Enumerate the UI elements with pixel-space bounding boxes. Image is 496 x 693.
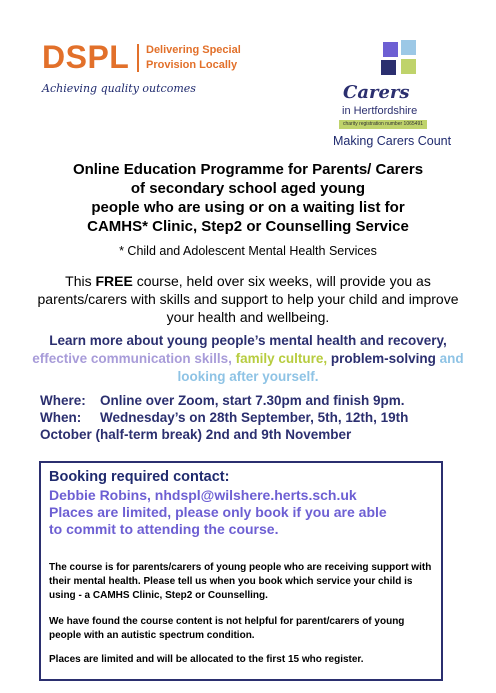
carers-logo-square	[383, 42, 398, 57]
dspl-logo-mark: DSPL	[42, 39, 130, 75]
booking-paragraph: Places are limited and will be allocated to the first 15 who register.	[49, 654, 364, 665]
booking-paragraph: The course is for parents/carers of young people who are receiving support with their mental health. Please tell us when you book which service your child is using - a CAMHS Clinic, Step2 or Counselling.	[49, 562, 432, 601]
dspl-tagline: Achieving quality outcomes	[42, 82, 196, 95]
learn-topic: family culture,	[231, 351, 328, 366]
booking-limited-line: Places are limited, please only book if you are able	[49, 504, 387, 520]
carers-logo	[333, 38, 459, 150]
title-line: of secondary school aged young	[130, 180, 366, 197]
carers-logo-square	[381, 60, 396, 75]
intro-text: This	[65, 273, 96, 289]
page-title	[0, 160, 496, 236]
carers-logo-word: Carers	[343, 82, 410, 103]
where-label: Where:	[40, 393, 86, 408]
when-label: When:	[40, 410, 82, 425]
intro-paragraph	[30, 272, 466, 326]
learn-topic: Learn more about young people’s mental health and recovery,	[49, 333, 447, 348]
dspl-logo-line2: Provision Locally	[146, 59, 238, 71]
carers-logo-subtitle: in Hertfordshire	[342, 105, 418, 117]
carers-logo-square	[401, 40, 416, 55]
learn-paragraph	[26, 332, 470, 386]
title-line: people who are using or on a waiting list for	[91, 199, 405, 216]
intro-text: course, held over six weeks, will provide you as parents/carers with skills and support to help your child and improve your health and wellbeing.	[37, 273, 459, 325]
dspl-logo-divider	[137, 44, 139, 72]
learn-topic: and looking after yourself.	[177, 351, 464, 384]
schedule-block	[40, 392, 480, 443]
carers-logo-square	[401, 59, 416, 74]
booking-paragraph: We have found the course content is not helpful for parent/carers of young people with an autistic spectrum condition.	[49, 616, 405, 641]
learn-topic: effective communication skills,	[32, 351, 232, 366]
dspl-logo-line1: Delivering Special	[146, 44, 241, 56]
carers-registration: charity registration number 1065491	[339, 120, 427, 129]
carers-slogan: Making Carers Count	[333, 134, 452, 148]
free-emphasis: FREE	[95, 273, 133, 289]
when-text: Wednesday’s on 28th September, 5th, 12th, 19th	[100, 410, 409, 425]
booking-contact[interactable]: Debbie Robins, nhdspl@wilshere.herts.sch.uk	[49, 487, 357, 503]
title-line: CAMHS* Clinic, Step2 or Counselling Service	[87, 218, 409, 235]
when-line-continued: October (half-term break) 2nd and 9th November	[40, 427, 352, 442]
booking-heading: Booking required contact:	[49, 469, 230, 485]
booking-box	[39, 461, 443, 681]
title-line: Online Education Programme for Parents/ Carers	[72, 161, 424, 178]
learn-topic: problem-solving	[327, 351, 436, 366]
dspl-logo	[42, 40, 272, 98]
when-line	[40, 409, 480, 426]
where-text: Online over Zoom, start 7.30pm and finish 9pm.	[100, 393, 405, 408]
where-line	[40, 392, 480, 409]
camhs-footnote: * Child and Adolescent Mental Health Services	[119, 244, 377, 258]
booking-contact-block	[49, 487, 439, 538]
booking-limited-line: to commit to attending the course.	[49, 521, 279, 537]
